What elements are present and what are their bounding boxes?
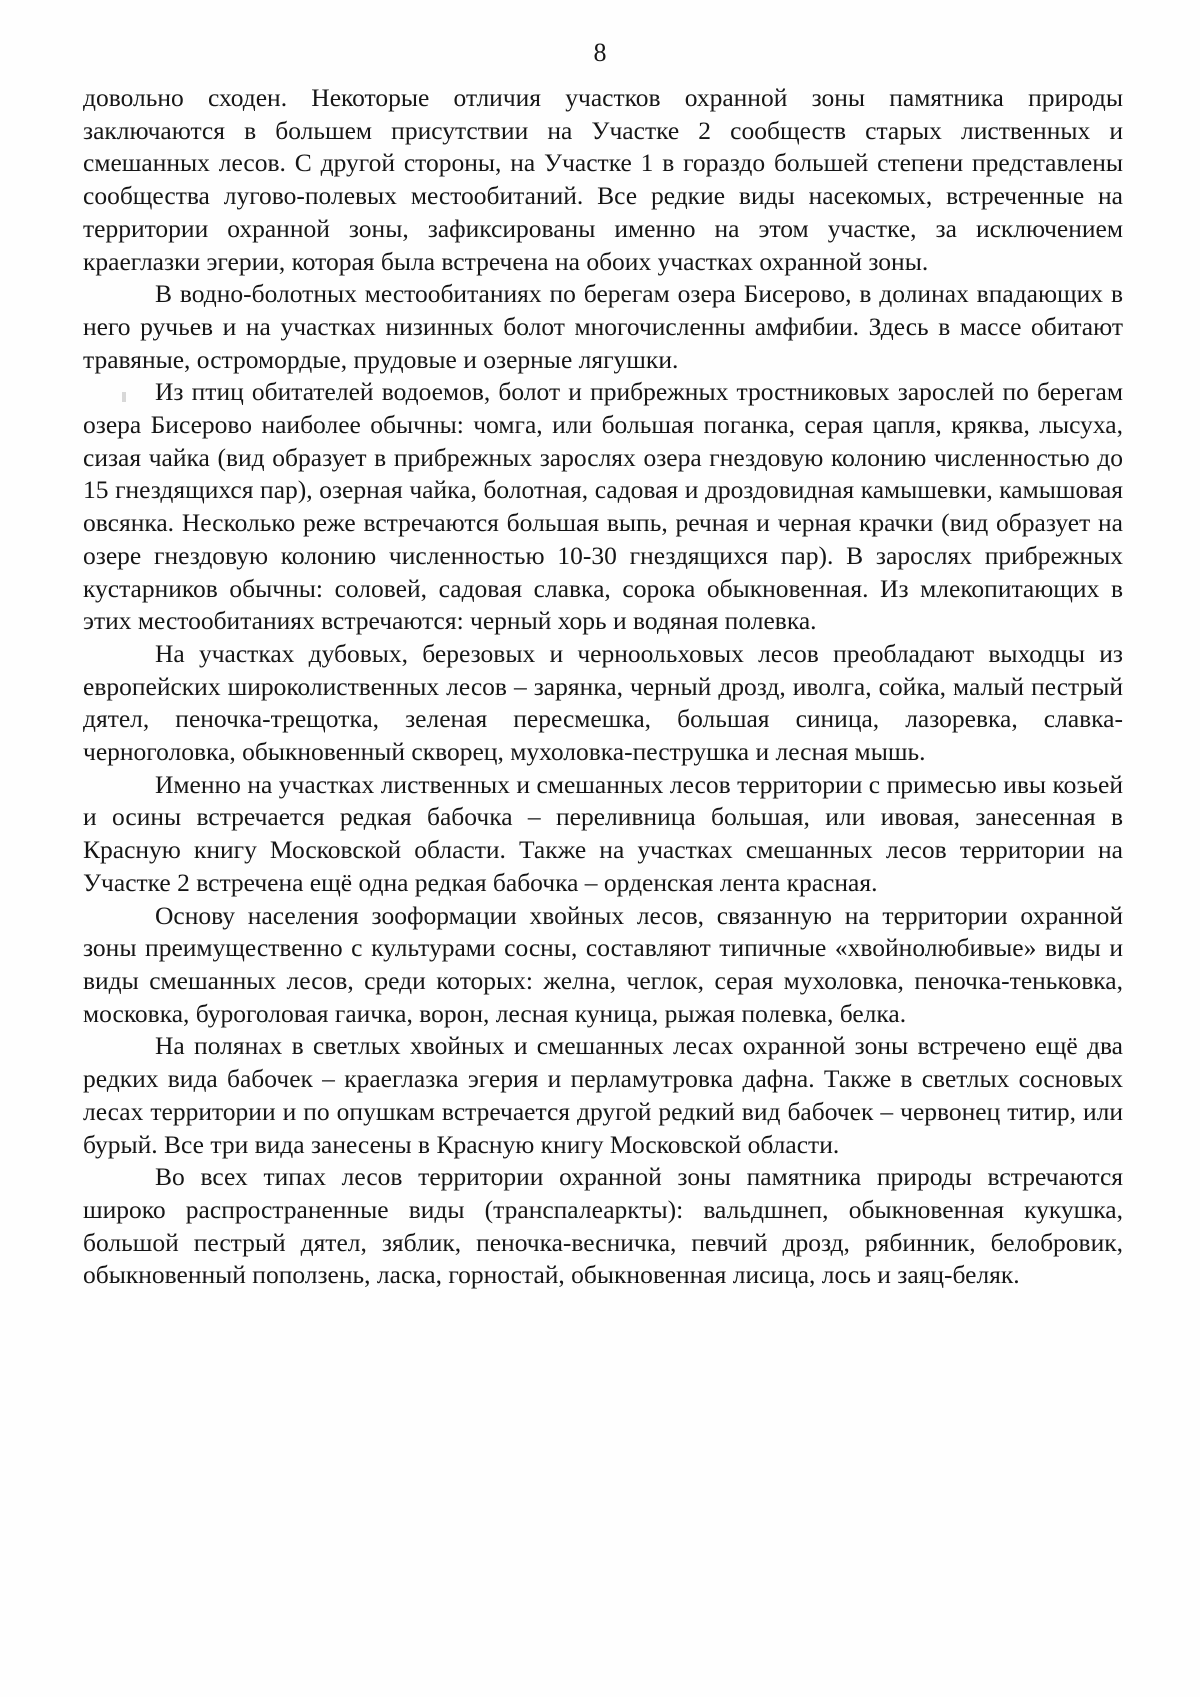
paragraph-deciduous-forest-fauna: На участках дубовых, березовых и черноольховых лесов преобладают выходцы из европейских широколиственных лесов – зарянка, черный дрозд, иволга, сойка, малый пестрый дятел, пеночка-трещотка, зеленая пересмешка, большая синица, лазоревка, славка-черноголовка, обыкновенный скворец, мухоловка-пеструшка и лесная мышь. <box>83 638 1123 767</box>
paragraph-water-birds: Из птиц обитателей водоемов, болот и прибрежных тростниковых зарослей по берегам озера Бисерово наиболее обычны: чомга, или большая поганка, серая цапля, кряква, лысуха, сизая чайка (вид образует в прибрежных зарослях озера гнездовую колонию численностью до 15 гнездящихся пар), озерная чайка, болотная, садовая и дроздовидная камышевки, камышовая овсянка. Несколько реже встречаются большая выпь, речная и черная крачки (вид образует на озере гнездовую колонию численностью 10-30 гнездящихся пар). В зарослях прибрежных кустарников обычны: соловей, садовая славка, сорока обыкновенная. Из млекопитающих в этих местообитаниях встречаются: черный хорь и водяная полевка. <box>83 377 1123 636</box>
document-body <box>83 82 1123 1292</box>
paragraph-coniferous-forest-fauna: Основу населения зооформации хвойных лесов, связанную на территории охранной зоны преимущественно с культурами сосны, составляют типичные «хвойнолюбивые» виды и виды смешанных лесов, среди которых: желна, чеглок, серая мухоловка, пеночка-теньковка, московка, буроголовая гаичка, ворон, лесная куница, рыжая полевка, белка. <box>83 900 1123 1028</box>
paragraph-amphibians: В водно-болотных местообитаниях по берегам озера Бисерово, в долинах впадающих в него ручьев и на участках низинных болот многочисленны амфибии. Здесь в массе обитают травяные, остромордые, прудовые и озерные лягушки. <box>83 279 1123 374</box>
paragraph-rare-butterflies-mixed-forest: Именно на участках лиственных и смешанных лесов территории с примесью ивы козьей и осины встречается редкая бабочка – переливница большая, или ивовая, занесенная в Красную книгу Московской области. Также на участках смешанных лесов территории на Участке 2 встречена ещё одна редкая бабочка – орденская лента красная. <box>83 769 1123 897</box>
page-number: 8 <box>593 38 607 67</box>
paragraph-rare-butterflies-glades: На полянах в светлых хвойных и смешанных лесах охранной зоны встречено ещё два редких вида бабочек – краеглазка эгерия и перламутровка дафна. Также в светлых сосновых лесах территории и по опушкам встречается другой редкий вид бабочек – червонец титир, или бурый. Все три вида занесены в Красную книгу Московской области. <box>83 1031 1123 1159</box>
paragraph-widespread-species: Во всех типах лесов территории охранной зоны памятника природы встречаются широко распространенные виды (транспалеаркты): вальдшнеп, обыкновенная кукушка, большой пестрый дятел, зяблик, пеночка-весничка, певчий дрозд, рябинник, белобровик, обыкновенный поползень, ласка, горностай, обыкновенная лисица, лось и заяц-беляк. <box>83 1162 1123 1290</box>
paragraph-continuation: довольно сходен. Некоторые отличия участков охранной зоны памятника природы заключаются в большем присутствии на Участке 2 сообществ старых лиственных и смешанных лесов. С другой стороны, на Участке 1 в гораздо большей степени представлены сообщества лугово-полевых местообитаний. Все редкие виды насекомых, встреченные на территории охранной зоны, зафиксированы именно на этом участке, за исключением краеглазки эгерии, которая была встречена на обоих участках охранной зоны. <box>83 83 1123 276</box>
